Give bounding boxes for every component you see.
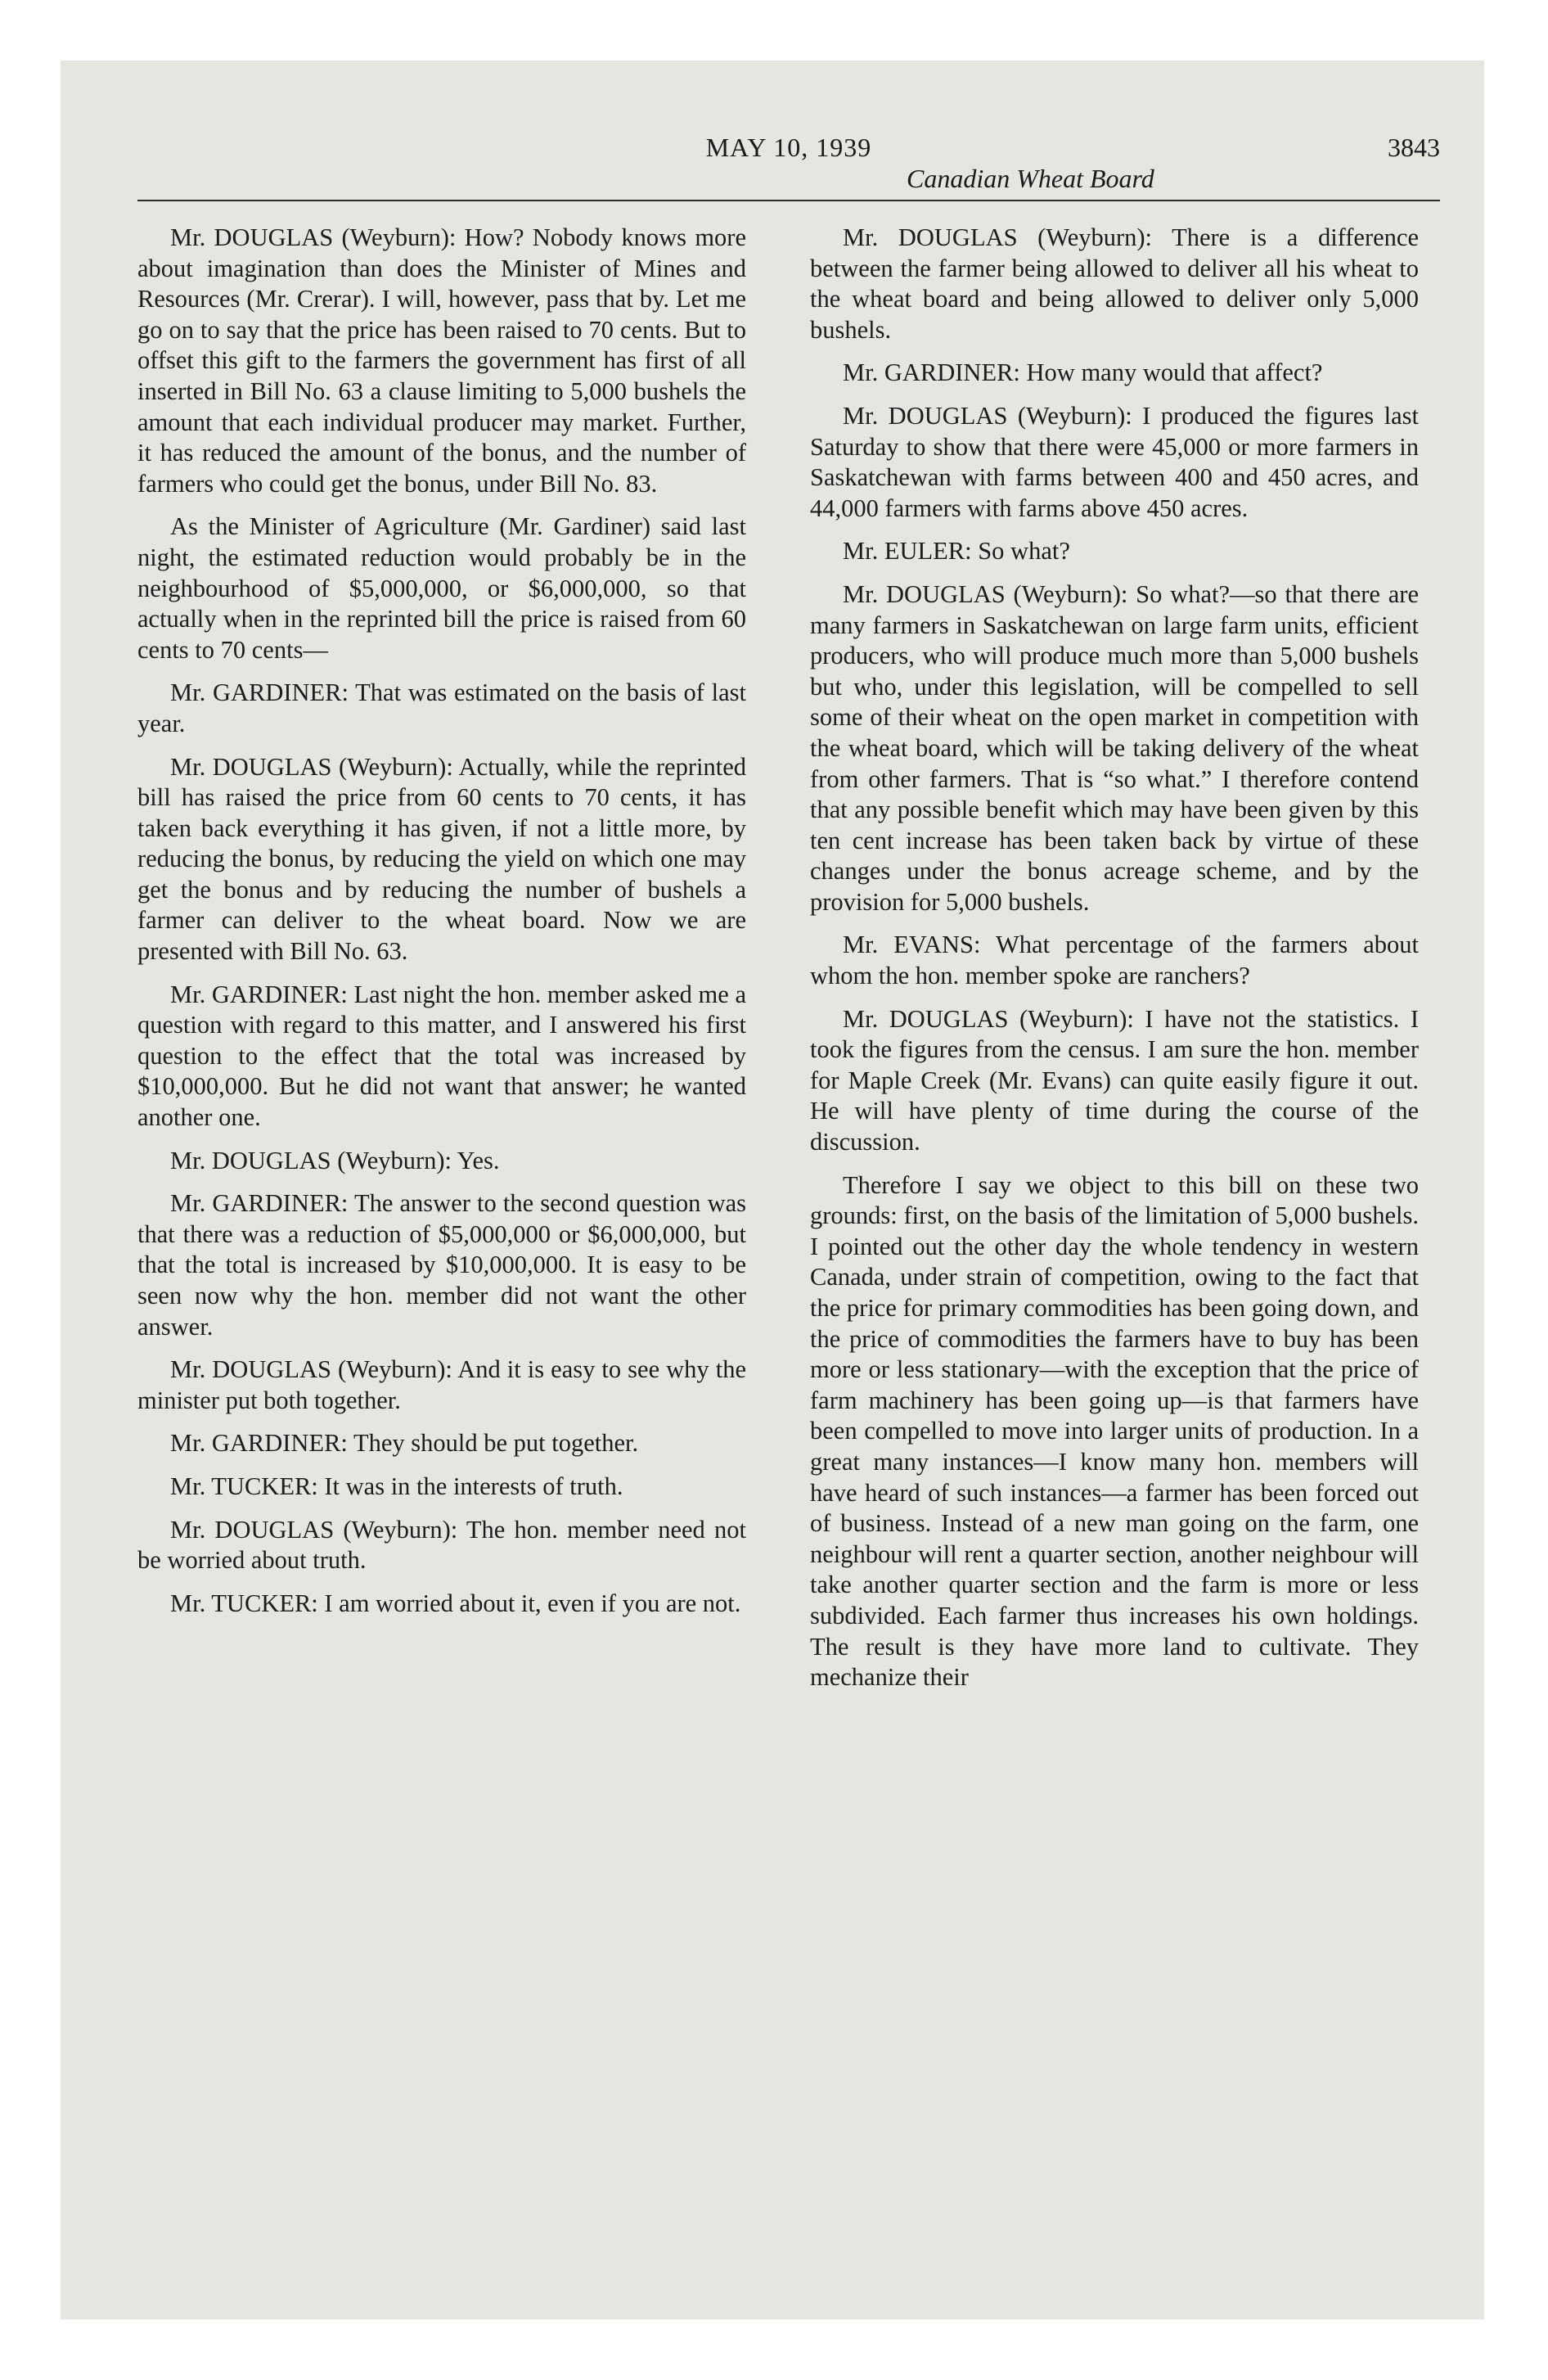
paragraph: Mr. DOUGLAS (Weyburn): I produced the figures last Saturday to show that there were 45,000 or more farmers in Saskatchewan with farms between 400 and 450 acres, and 44,000 farmers with farms above 450 acres.: [810, 401, 1419, 522]
paragraph: Mr. TUCKER: It was in the interests of truth.: [170, 1472, 623, 1500]
paragraph: Mr. DOUGLAS (Weyburn): How? Nobody knows more about imagination than does the Minister of Mines and Resources (Mr. Crerar). I will, however, pass that by. Let me go on to say that the price has been raised to 70 cents. But to offset this gift to the farmers the government has first of all inserted in Bill No. 63 a clause limiting to 5,000 bushels the amount that each individual producer may market. Further, it has reduced the amount of the bonus, and the number of farmers who could get the bonus, under Bill No. 83.: [137, 223, 746, 498]
paragraph: Mr. GARDINER: They should be put together.: [170, 1429, 639, 1458]
paragraph: Mr. GARDINER: The answer to the second question was that there was a reduction of $5,000,000 or $6,000,000, but that the total is increased by $10,000,000. It is easy to be seen now why the hon. member did not want the other answer.: [137, 1189, 746, 1341]
page-number: 3843: [1388, 133, 1440, 162]
header-rule: [137, 200, 1440, 201]
paragraph: Mr. DOUGLAS (Weyburn): And it is easy to see why the minister put both together.: [137, 1355, 746, 1414]
paragraph: Mr. GARDINER: Last night the hon. member asked me a question with regard to this matter, and I answered his first question to the effect that the total was increased by $10,000,000. But he did not want that answer; he wanted another one.: [137, 980, 746, 1132]
paragraph: Mr. EVANS: What percentage of the farmers about whom the hon. member spoke are ranchers?: [810, 931, 1419, 990]
right-column: [810, 223, 1419, 1706]
paragraph: Mr. DOUGLAS (Weyburn): There is a difference between the farmer being allowed to deliver all his wheat to the wheat board and being allowed to deliver only 5,000 bushels.: [810, 223, 1419, 344]
paragraph: Therefore I say we object to this bill on these two grounds: first, on the basis of the limitation of 5,000 bushels. I pointed out the other day the whole tendency in western Canada, under strain of competition, owing to the fact that the price for primary commodities has been going down, and the price of commodities the farmers have to buy has been more or less stationary—with the exception that the price of farm machinery has been going up—is that farmers have been compelled to move into larger units of production. In a great many instances—I know many hon. members will have heard of such instances—a farmer has been forced out of business. Instead of a new man going on the farm, one neighbour will rent a quarter section, another neighbour will take another quarter section and the farm is more or less subdivided. Each farmer thus increases his own holdings. The result is they have more land to cultivate. They mechanize their: [810, 1170, 1419, 1692]
paragraph: As the Minister of Agriculture (Mr. Gardiner) said last night, the estimated reduction would probably be in the neighbourhood of $5,000,000, or $6,000,000, so that actually when in the reprinted bill the price is raised from 60 cents to 70 cents—: [137, 512, 746, 664]
paragraph: Mr. GARDINER: That was estimated on the basis of last year.: [137, 678, 746, 737]
paragraph: Mr. EULER: So what?: [843, 537, 1070, 566]
paragraph: Mr. DOUGLAS (Weyburn): The hon. member need not be worried about truth.: [137, 1515, 746, 1575]
paragraph: Mr. DOUGLAS (Weyburn): I have not the statistics. I took the figures from the census. I am sure the hon. member for Maple Creek (Mr. Evans) can quite easily figure it out. He will have plenty of time during the course of the discussion.: [810, 1004, 1419, 1156]
running-title: Canadian Wheat Board: [907, 164, 1154, 193]
paragraph: Mr. TUCKER: I am worried about it, even if you are not.: [170, 1589, 741, 1617]
page-header: [137, 133, 1440, 193]
paragraph: Mr. DOUGLAS (Weyburn): So what?—so that there are many farmers in Saskatchewan on large farm units, efficient producers, who will produce much more than 5,000 bushels but who, under this legislation, will be compelled to sell some of their wheat on the open market in competition with the wheat board, which will be taking delivery of the wheat from other farmers. That is “so what.” I therefore contend that any possible benefit which may have been given by this ten cent increase has been taken back by virtue of these changes under the bonus acreage scheme, and by the provision for 5,000 bushels.: [810, 579, 1419, 916]
paragraph: Mr. DOUGLAS (Weyburn): Yes.: [170, 1146, 500, 1174]
paragraph: Mr. GARDINER: How many would that affect?: [843, 358, 1323, 387]
left-column: [137, 223, 746, 1631]
header-date: MAY 10, 1939: [705, 133, 872, 162]
paragraph: Mr. DOUGLAS (Weyburn): Actually, while the reprinted bill has raised the price from 60 cents to 70 cents, it has taken back everything it has given, if not a little more, by reducing the bonus, by reducing the yield on which one may get the bonus and by reducing the number of bushels a farmer can deliver to the wheat board. Now we are presented with Bill No. 63.: [137, 752, 746, 966]
